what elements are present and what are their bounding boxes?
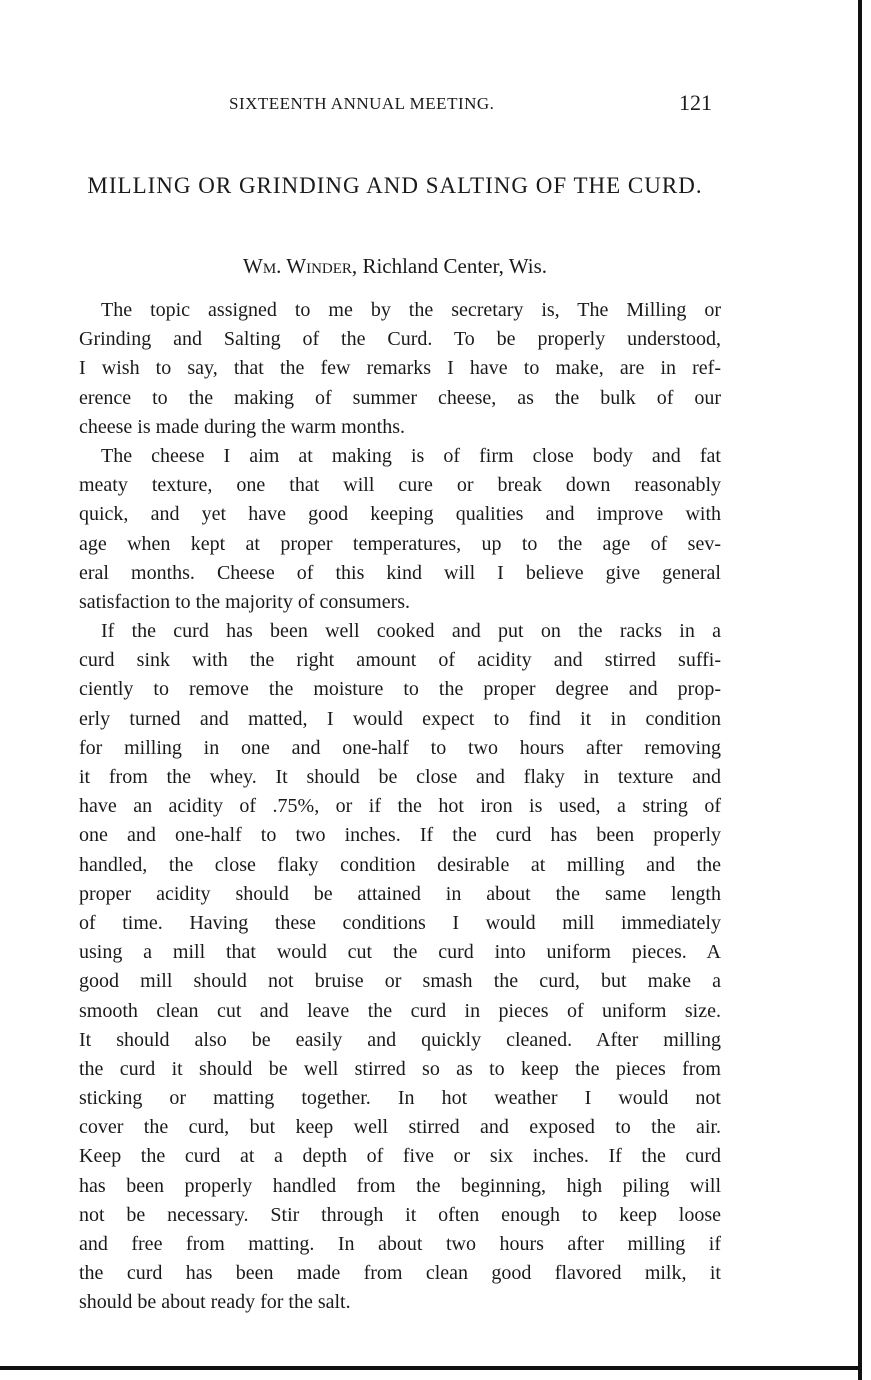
- text-line: curd sink with the right amount of acidity and stirred suffi-: [79, 649, 721, 672]
- text-line: one and one-half to two inches. If the curd has been properly: [79, 824, 721, 847]
- page-border-right: [858, 0, 862, 1380]
- text-line: it from the whey. It should be close and flaky in texture and: [79, 766, 721, 788]
- text-line: good mill should not bruise or smash the curd, but make a: [79, 970, 721, 993]
- running-head: [0, 90, 871, 122]
- paragraph: [79, 442, 721, 617]
- article-title: MILLING OR GRINDING AND SALTING OF THE CURD.: [87, 173, 703, 198]
- text-line: The cheese I aim at making is of firm close body and fat: [101, 444, 721, 467]
- text-line: Grinding and Salting of the Curd. To be properly understood,: [79, 328, 721, 351]
- paragraph: [79, 617, 721, 1318]
- body-text: [79, 296, 721, 1318]
- text-line: should be about ready for the salt.: [79, 1291, 351, 1314]
- text-line: meaty texture, one that will cure or break down reasonably: [79, 474, 721, 497]
- page-number: 121: [679, 90, 712, 115]
- text-line: smooth clean cut and leave the curd in pieces of uniform size.: [79, 999, 721, 1022]
- byline: [60, 254, 730, 279]
- text-line: the curd has been made from clean good flavored milk, it: [79, 1262, 721, 1285]
- author-place: Richland Center, Wis.: [362, 254, 547, 278]
- author-name: Wm. Winder,: [243, 254, 358, 278]
- text-line: eral months. Cheese of this kind will I believe give general: [79, 561, 721, 584]
- text-line: age when kept at proper temperatures, up to the age of sev-: [79, 532, 721, 555]
- text-line: cover the curd, but keep well stirred and exposed to the air.: [79, 1116, 721, 1139]
- text-line: the curd it should be well stirred so as to keep the pieces from: [79, 1057, 721, 1080]
- text-line: using a mill that would cut the curd into uniform pieces. A: [79, 941, 721, 964]
- text-line: not be necessary. Stir through it often enough to keep loose: [79, 1203, 721, 1226]
- text-line: quick, and yet have good keeping qualities and improve with: [79, 503, 721, 526]
- text-line: satisfaction to the majority of consumers.: [79, 590, 411, 613]
- text-line: and free from matting. In about two hours after milling if: [79, 1233, 721, 1255]
- text-line: has been properly handled from the beginning, high piling will: [79, 1174, 721, 1197]
- text-line: ciently to remove the moisture to the proper degree and prop-: [79, 678, 721, 701]
- text-line: handled, the close flaky condition desirable at milling and the: [79, 853, 721, 876]
- text-line: It should also be easily and quickly cleaned. After milling: [79, 1028, 721, 1051]
- text-line: sticking or matting together. In hot weather I would not: [79, 1087, 721, 1110]
- paragraph: [79, 296, 721, 442]
- text-line: have an acidity of .75%, or if the hot iron is used, a string of: [79, 795, 721, 818]
- text-line: erence to the making of summer cheese, as the bulk of our: [79, 386, 721, 409]
- text-line: I wish to say, that the few remarks I have to make, are in ref-: [79, 357, 721, 380]
- text-line: erly turned and matted, I would expect to find it in condition: [79, 707, 721, 730]
- running-title: SIXTEENTH ANNUAL MEETING.: [229, 94, 495, 113]
- text-line: for milling in one and one-half to two hours after removing: [79, 736, 721, 759]
- text-line: cheese is made during the warm months.: [79, 415, 406, 438]
- page-border-bottom: [0, 1366, 862, 1370]
- text-line: of time. Having these conditions I would mill immediately: [79, 911, 721, 934]
- text-line: If the curd has been well cooked and put on the racks in a: [101, 620, 721, 643]
- text-line: proper acidity should be attained in about the same length: [79, 882, 721, 905]
- text-line: The topic assigned to me by the secretary is, The Milling or: [101, 299, 721, 321]
- text-line: Keep the curd at a depth of five or six inches. If the curd: [79, 1145, 721, 1168]
